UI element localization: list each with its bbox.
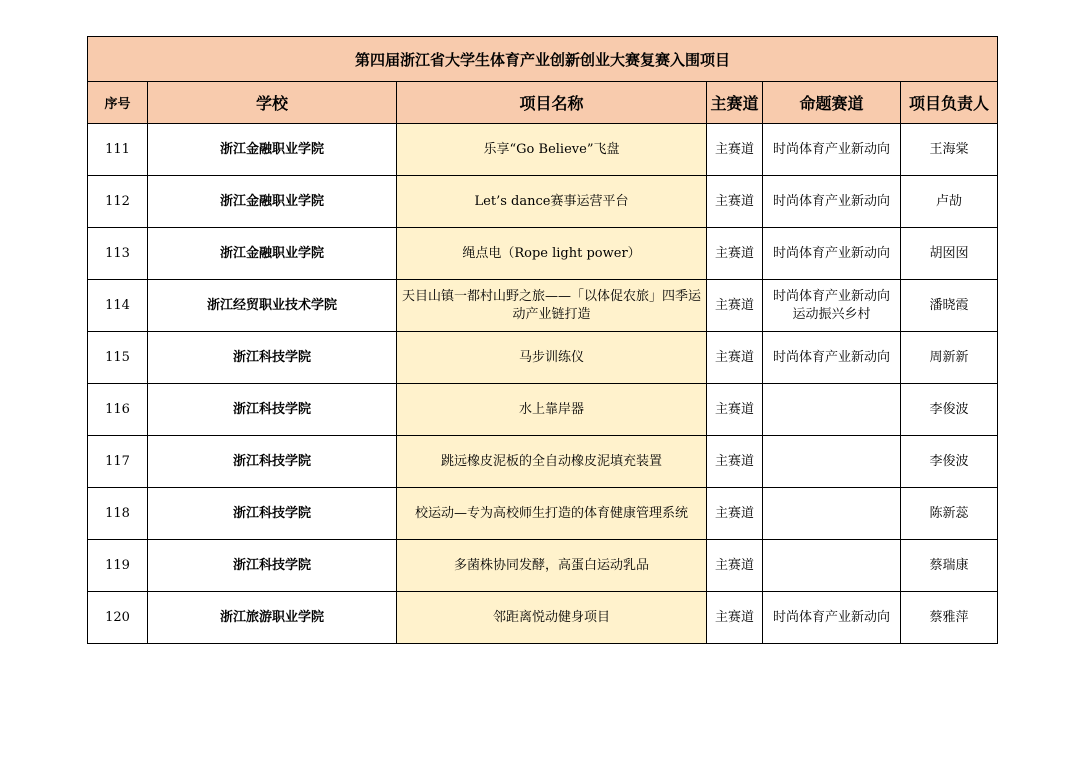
cell-project: 多菌株协同发酵，高蛋白运动乳品 [397, 540, 707, 592]
table-title: 第四届浙江省大学生体育产业创新创业大赛复赛入围项目 [88, 37, 998, 82]
table-row [88, 176, 998, 228]
cell-school: 浙江科技学院 [148, 436, 397, 488]
cell-main-track: 主赛道 [707, 488, 763, 540]
cell-topic-track: 时尚体育产业新动向 [763, 592, 901, 644]
cell-project: 校运动—专为高校师生打造的体育健康管理系统 [397, 488, 707, 540]
cell-project: 水上靠岸器 [397, 384, 707, 436]
cell-leader: 陈新蕊 [901, 488, 998, 540]
cell-main-track: 主赛道 [707, 124, 763, 176]
cell-index: 116 [88, 384, 148, 436]
cell-main-track: 主赛道 [707, 280, 763, 332]
cell-leader: 蔡雅萍 [901, 592, 998, 644]
cell-project: 邻距离悦动健身项目 [397, 592, 707, 644]
header-leader: 项目负责人 [901, 82, 998, 124]
cell-leader: 王海棠 [901, 124, 998, 176]
cell-topic-track [763, 436, 901, 488]
cell-index: 115 [88, 332, 148, 384]
cell-topic-track: 时尚体育产业新动向 [763, 332, 901, 384]
cell-index: 118 [88, 488, 148, 540]
table-row [88, 228, 998, 280]
cell-school: 浙江金融职业学院 [148, 228, 397, 280]
cell-project: 马步训练仪 [397, 332, 707, 384]
cell-school: 浙江经贸职业技术学院 [148, 280, 397, 332]
cell-main-track: 主赛道 [707, 384, 763, 436]
cell-project: Let’s dance赛事运营平台 [397, 176, 707, 228]
header-row [88, 82, 998, 124]
cell-index: 119 [88, 540, 148, 592]
cell-school: 浙江科技学院 [148, 332, 397, 384]
cell-main-track: 主赛道 [707, 228, 763, 280]
cell-index: 114 [88, 280, 148, 332]
table-row [88, 384, 998, 436]
cell-topic-track: 时尚体育产业新动向 [763, 176, 901, 228]
cell-leader: 潘晓霞 [901, 280, 998, 332]
cell-index: 120 [88, 592, 148, 644]
cell-main-track: 主赛道 [707, 176, 763, 228]
cell-topic-track: 时尚体育产业新动向 [763, 124, 901, 176]
cell-leader: 胡囡囡 [901, 228, 998, 280]
table-row [88, 332, 998, 384]
cell-index: 117 [88, 436, 148, 488]
header-index: 序号 [88, 82, 148, 124]
cell-topic-track [763, 488, 901, 540]
header-project: 项目名称 [397, 82, 707, 124]
cell-index: 111 [88, 124, 148, 176]
cell-topic-track: 时尚体育产业新动向 [763, 228, 901, 280]
cell-project: 天目山镇一都村山野之旅——「以体促农旅」四季运动产业链打造 [397, 280, 707, 332]
cell-leader: 蔡瑞康 [901, 540, 998, 592]
cell-main-track: 主赛道 [707, 540, 763, 592]
cell-school: 浙江金融职业学院 [148, 176, 397, 228]
cell-project: 跳远橡皮泥板的全自动橡皮泥填充装置 [397, 436, 707, 488]
cell-main-track: 主赛道 [707, 332, 763, 384]
cell-topic-track [763, 384, 901, 436]
table-row [88, 124, 998, 176]
cell-school: 浙江金融职业学院 [148, 124, 397, 176]
table-row [88, 436, 998, 488]
header-topic-track: 命题赛道 [763, 82, 901, 124]
cell-school: 浙江科技学院 [148, 488, 397, 540]
cell-main-track: 主赛道 [707, 436, 763, 488]
cell-index: 113 [88, 228, 148, 280]
cell-project: 绳点电（Rope light power） [397, 228, 707, 280]
cell-leader: 李俊波 [901, 436, 998, 488]
results-table [87, 36, 998, 644]
cell-school: 浙江旅游职业学院 [148, 592, 397, 644]
cell-school: 浙江科技学院 [148, 540, 397, 592]
table-row [88, 488, 998, 540]
table-row [88, 280, 998, 332]
cell-main-track: 主赛道 [707, 592, 763, 644]
cell-leader: 卢劼 [901, 176, 998, 228]
cell-leader: 李俊波 [901, 384, 998, 436]
cell-project: 乐享“Go Believe”飞盘 [397, 124, 707, 176]
cell-topic-track [763, 540, 901, 592]
table-row [88, 540, 998, 592]
cell-leader: 周新新 [901, 332, 998, 384]
cell-index: 112 [88, 176, 148, 228]
cell-school: 浙江科技学院 [148, 384, 397, 436]
table-row [88, 592, 998, 644]
header-school: 学校 [148, 82, 397, 124]
cell-topic-track: 时尚体育产业新动向 运动振兴乡村 [763, 280, 901, 332]
header-main-track: 主赛道 [707, 82, 763, 124]
